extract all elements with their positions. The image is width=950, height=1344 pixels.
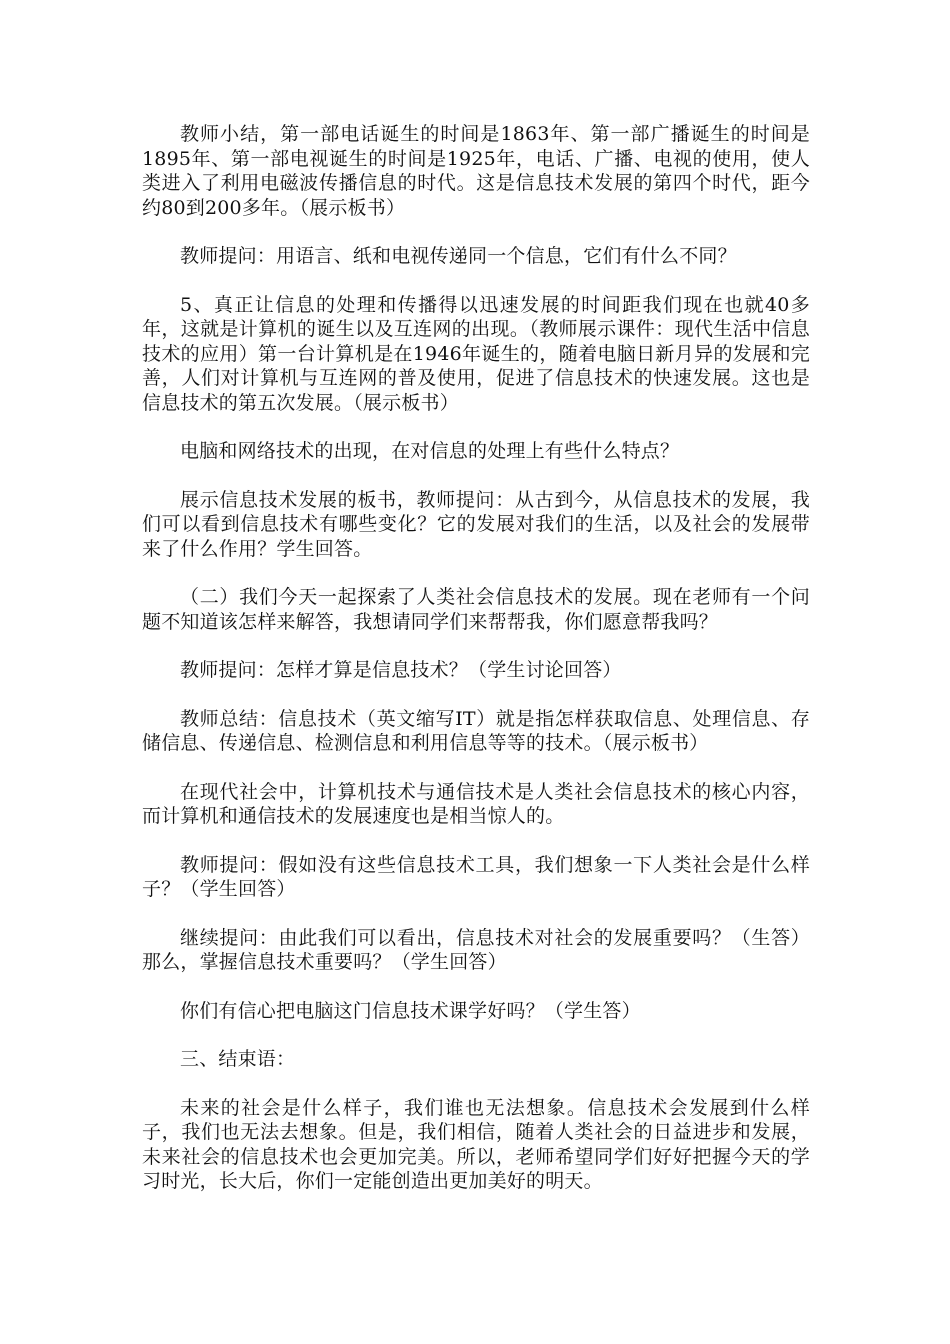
- paragraph-imagine-without: 教师提问：假如没有这些信息技术工具，我们想象一下人类社会是什么样子？（学生回答）: [142, 853, 810, 900]
- paragraph-confidence: 你们有信心把电脑这门信息技术课学好吗？（学生答）: [180, 999, 641, 1022]
- paragraph-teacher-question-difference: 教师提问：用语言、纸和电视传递同一个信息，它们有什么不同？: [180, 245, 737, 267]
- paragraph-continue-question: 继续提问：由此我们可以看出，信息技术对社会的发展重要吗？（生答）那么，掌握信息技术重要吗？（学生回答）: [142, 926, 810, 973]
- paragraph-closing-text: 未来的社会是什么样子，我们谁也无法想象。信息技术会发展到什么样子，我们也无法去想象。但是，我们相信，随着人类社会的日益进步和发展，未来社会的信息技术也会更加完美。所以，老师希望同学们好好把握今天的学习时光，长大后，你们一定能创造出更加美好的明天。: [142, 1096, 810, 1192]
- paragraph-what-is-it: 教师提问：怎样才算是信息技术？（学生讨论回答）: [180, 659, 622, 681]
- paragraph-it-definition: 教师总结：信息技术（英文缩写IT）就是指怎样获取信息、处理信息、存储信息、传递信息、检测信息和利用信息等等的技术。（展示板书）: [142, 707, 810, 754]
- paragraph-teacher-summary-telecom: 教师小结，第一部电话诞生的时间是1863年、第一部广播诞生的时间是1895年、第一部电视诞生的时间是1925年，电话、广播、电视的使用，使人类进入了利用电磁波传播信息的时代。这是信息技术发展的第四个时代，距今约80到200多年。（展示板书）: [142, 123, 810, 219]
- document-body: [142, 122, 810, 1218]
- paragraph-closing-heading: 三、结束语：: [180, 1048, 296, 1070]
- paragraph-computer-internet: 5、真正让信息的处理和传播得以迅速发展的时间距我们现在也就40多年，这就是计算机的诞生以及互连网的出现。（教师展示课件：现代生活中信息技术的应用）第一台计算机是在1946年诞生的，随着电脑日新月异的发展和完善，人们对计算机与互连网的普及使用，促进了信息技术的快速发展。这也是信息技术的第五次发展。（展示板书）: [142, 293, 810, 414]
- paragraph-network-features: 电脑和网络技术的出现，在对信息的处理上有些什么特点？: [180, 440, 680, 462]
- paragraph-core-content: 在现代社会中，计算机技术与通信技术是人类社会信息技术的核心内容，而计算机和通信技术的发展速度也是相当惊人的。: [142, 780, 810, 827]
- paragraph-section-two: （二）我们今天一起探索了人类社会信息技术的发展。现在老师有一个问题不知道该怎样来解答，我想请同学们来帮帮我，你们愿意帮我吗？: [142, 586, 810, 633]
- paragraph-show-board: 展示信息技术发展的板书，教师提问：从古到今，从信息技术的发展，我们可以看到信息技术有哪些变化？它的发展对我们的生活，以及社会的发展带来了什么作用？学生回答。: [142, 488, 810, 560]
